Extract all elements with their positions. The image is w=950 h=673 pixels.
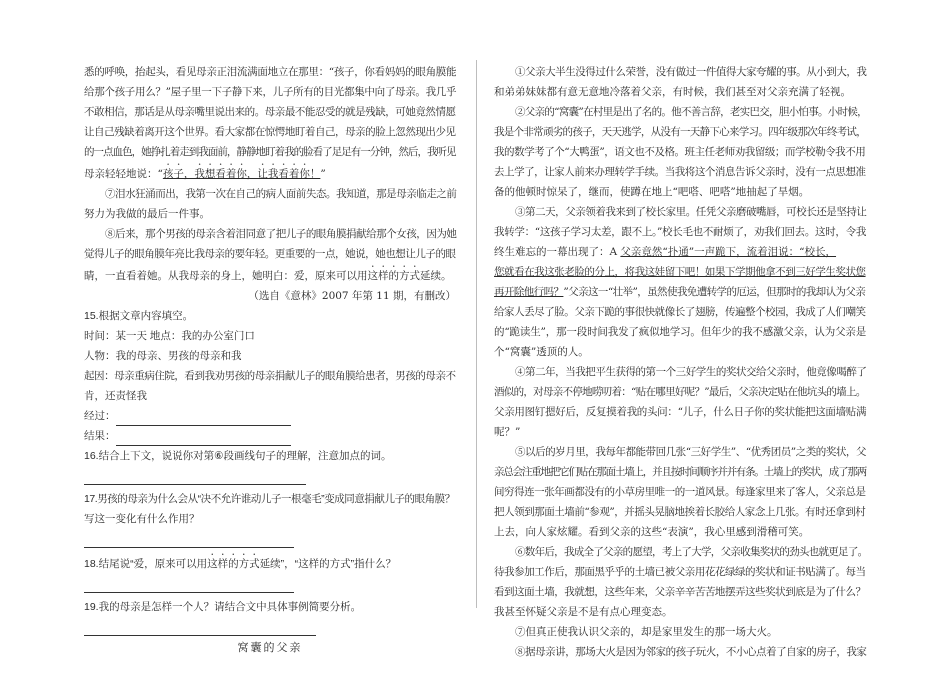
para-2-line4: 去上学了，让家人前来办理转学手续。当我将这个消息告诉父亲时，没有一点思想准 bbox=[494, 166, 866, 178]
underlined-sentence-a-end: 再开除他行吗？ bbox=[494, 286, 564, 298]
para-5-line2: 亲总会注重地把它们贴在那面土墙上，并且按时间顺序并并有条。土墙上的奖状，成了那两 bbox=[494, 466, 866, 478]
text-span: 睛，一直看着她。从我母亲的身上，她明白：爱，原来可以用 bbox=[84, 270, 368, 282]
text-span: 终生难忘的一幕出现了：A bbox=[494, 246, 621, 258]
para-7-line1: ⑦泪水狂涌而出，我第一次在自己的病人面前失态。我知道，那是母亲临走之前 bbox=[105, 188, 457, 200]
dotted-phrase: 这样的方式 bbox=[207, 558, 260, 570]
para-4-line2: 酒似的，对母亲不停地唠叨着：“贴在哪里好呢？”最后，父亲决定贴在他坑头的墙上。 bbox=[494, 386, 866, 398]
para-2-line5: 备的他顿时惊呆了，继而，使蹲在地上“吧嗒、吧嗒”地抽起了旱烟。 bbox=[494, 186, 810, 198]
q15-cause-line2: 肯，还责怪我 bbox=[84, 390, 147, 402]
q15-people: 人物：我的母亲、男孩的母亲和我 bbox=[84, 350, 242, 362]
underlined-sentence-a-cont: 您就看在我这张老脸的分上，将我这娃留下吧！如果下学期他拿不到三好学生奖状您 bbox=[494, 266, 866, 278]
para-3-line3 bbox=[494, 242, 866, 262]
answer-blank[interactable] bbox=[116, 432, 291, 446]
answer-line[interactable] bbox=[84, 574, 294, 593]
questions-section bbox=[84, 306, 456, 658]
para-1-line2: 和弟弟妹妹都有意无意地冷落着父亲，有时候，我们甚至对父亲充满了轻视。 bbox=[494, 86, 851, 98]
q15-process bbox=[84, 406, 456, 426]
question-17-line1: 17.男孩的母亲为什么会从“决不允许谁动儿子一根毫毛”变成同意捐献儿子的眼角膜？ bbox=[84, 493, 455, 505]
para-line: 悉的呼唤，抬起头，看见母亲正泪流满面地立在那里：“孩子，你看妈妈的眼角膜能 bbox=[84, 66, 457, 78]
label: 经过： bbox=[84, 410, 116, 422]
answer-line[interactable] bbox=[84, 617, 316, 636]
para-line: 的一点血色，她挣扎着走到我面前，静静地盯着我的脸看了足足有一分钟，然后，我听见 bbox=[84, 146, 456, 158]
para-3-line2: 我转学：“这孩子学习太差，跟不上。”校长毛也不耐烦了，劝我们回去。这时，令我 bbox=[494, 226, 867, 238]
question-16: 16.结合上下文，说说你对第⑥段画线句子的理解，注意加点的词。 bbox=[84, 450, 392, 462]
para-5-line4: 把人领到那面土墙前“参观”，并摇头晃脑地挨着长胶给人家念上几张。有时还拿到村 bbox=[494, 506, 866, 518]
text-span: 母亲轻轻地说：“ bbox=[84, 168, 163, 180]
text-span: ”父亲这一“壮举”，虽然使我免遭转学的厄运，但那时的我却认为父亲 bbox=[563, 286, 866, 298]
dotted-phrase: 这样的方式 bbox=[367, 270, 420, 282]
column-divider bbox=[476, 60, 477, 608]
para-6-line1: ⑥数年后，我成全了父亲的愿望，考上了大学，父亲收集奖状的劲头也就更足了。 bbox=[515, 546, 868, 558]
question-17-line2: 写这一变化有什么作用？ bbox=[84, 513, 200, 525]
q15-cause-line1: 起因：母亲重病住院，看到我劝男孩的母亲捐献儿子的眼角膜给患者，男孩的母亲不 bbox=[84, 370, 456, 382]
next-article-title: 窝囊的父亲 bbox=[237, 642, 303, 654]
para-2-line1: ②父亲的“窝囊”在村里是出了名的。他不善言辞，老实巴交，胆小怕事。小时候， bbox=[515, 106, 867, 118]
para-5-line3: 间穷得连一张年画都没有的小草房里唯一的一道风景。每逢家里来了客人，父亲总是 bbox=[494, 486, 866, 498]
para-5-line1: ⑤以后的岁月里，我每年都能带回几张“三好学生”、“优秀团员”之类的奖状，父 bbox=[515, 446, 866, 458]
q15-result bbox=[84, 426, 456, 446]
para-4-line4: 呢？” bbox=[494, 426, 521, 438]
para-1-line1: ①父亲大半生没得过什么荣誉，没有做过一件值得大家夸耀的事。从小到大，我 bbox=[515, 66, 867, 78]
para-6-line3: 看到这面土墙，我就想，这些年来，父亲辛辛苦苦地摆弄这些奖状到底是为了什么？ bbox=[494, 586, 866, 598]
underlined-sentence-a: 父亲竟然“扑通”一声跪下，流着泪说：“校长， bbox=[620, 246, 837, 258]
para-line: 给那个孩子用么？”屋子里一下子静下来，儿子所有的目光都集中向了母亲。我几乎 bbox=[84, 86, 457, 98]
text-span: 18.结尾说“爱，原来可以用 bbox=[84, 558, 208, 570]
para-6-line4: 我甚至怀疑父亲是不是有点心理变态。 bbox=[494, 606, 673, 618]
left-column bbox=[84, 62, 456, 658]
para-8: ⑧据母亲讲，那场大火是因为邻家的孩子玩火，不小心点着了自家的房子，我家 bbox=[515, 646, 867, 658]
para-2-line3: 我的数学考了个“大鸭蛋”，语文也不及格。班主任老师劝我留级；而学校勒令我不用 bbox=[494, 146, 866, 158]
para-6-line2: 待我参加工作后，那面黑乎乎的土墙已被父亲用花花绿绿的奖状和证书贴满了。每当 bbox=[494, 566, 866, 578]
para-4-line3: 父亲用图钉摁好后，反复摸着我的头问：“儿子，什么日子你的奖状能把这面墙贴满 bbox=[494, 406, 867, 418]
para-8-line2: 觉得儿子的眼角膜年亮比我母亲的要年轻。更重要的一点，她说，她也想让儿子的眼 bbox=[84, 248, 456, 260]
answer-line[interactable] bbox=[84, 529, 294, 548]
text-span: 延续”，“这样的方式”指什么？ bbox=[259, 558, 397, 570]
question-15: 15.根据文章内容填空。 bbox=[84, 310, 194, 322]
para-line bbox=[84, 162, 456, 184]
para-2-line2: 我是个非常顽劣的孩子，天天逃学，从没有一天静下心来学习。四年级那次年终考试， bbox=[494, 126, 866, 138]
para-4-line1: ④第二年，当我把平生获得的第一个三好学生的奖状交给父亲时，他竟像喝醉了 bbox=[515, 366, 867, 378]
para-8-line1: ⑧后来，那个男孩的母亲含着泪同意了把儿子的眼角膜捐献给那个女孩，因为她 bbox=[105, 228, 457, 240]
question-18 bbox=[84, 552, 456, 574]
label: 结果： bbox=[84, 430, 116, 442]
para-3-line6: 给家人丢尽了脸。父亲下跪的事很快就像长了翅膀，传遍整个校园，我成了人们嘲笑 bbox=[494, 306, 866, 318]
para-3-line5 bbox=[494, 282, 866, 302]
para-3-line7: 的“跪读生”，那一段时间我发了疯似地学习。但年少的我不感激父亲，认为父亲是 bbox=[494, 326, 867, 338]
underlined-sentence: 孩子，我想看着你，让我看着你！ bbox=[162, 168, 321, 180]
para-7: ⑦但真正使我认识父亲的，却是家里发生的那一场大火。 bbox=[515, 626, 778, 638]
text-span: ” bbox=[320, 168, 326, 180]
question-19: 19.我的母亲是怎样一个人？请结合文中具体事例简要分析。 bbox=[84, 601, 362, 613]
para-8-line3 bbox=[84, 264, 456, 286]
para-5-line5: 上去，向人家炫耀。看到父亲的这些“表演”，我心里感到滑稽可笑。 bbox=[494, 526, 810, 538]
right-column bbox=[494, 62, 866, 662]
para-3-line8: 个“窝囊”透顶的人。 bbox=[494, 346, 589, 358]
source-citation: （选自《意林》2007 年第 11 期，有删改） bbox=[248, 290, 456, 302]
para-3-line1: ③第二天，父亲领着我来到了校长家里。任凭父亲磨破嘴唇，可校长还是坚持让 bbox=[515, 206, 867, 218]
para-7-line2: 努力为我做的最后一件事。 bbox=[84, 208, 210, 220]
answer-blank[interactable] bbox=[116, 412, 291, 426]
q15-time: 时间：某一天 地点：我的办公室门口 bbox=[84, 330, 255, 342]
answer-line[interactable] bbox=[84, 466, 306, 485]
para-line: 让自己残缺着离开这个世界。看大家都在惊愕地盯着自己，母亲的脸上忽然现出少见 bbox=[84, 126, 456, 138]
text-span: 延续。 bbox=[420, 270, 452, 282]
para-line: 不敢相信，那话是从母亲嘴里说出来的。母亲最不能忍受的就是残缺，可她竟然情愿 bbox=[84, 106, 456, 118]
